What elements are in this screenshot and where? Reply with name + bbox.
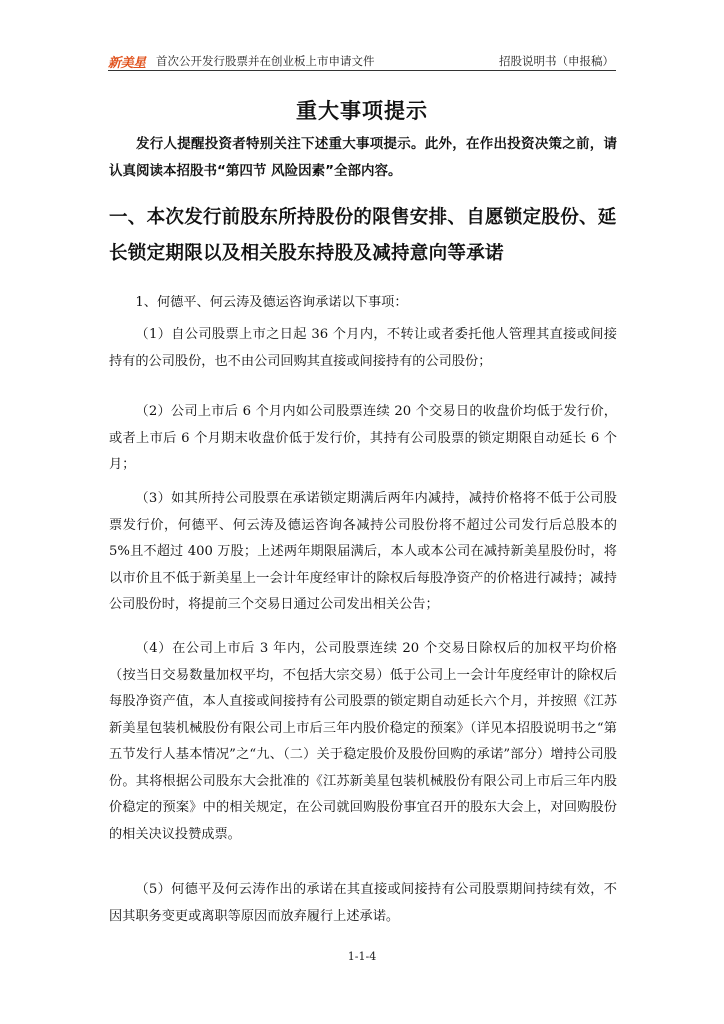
commitment-item-4: （4）在公司上市后 3 年内，公司股票连续 20 个交易日除权后的加权平均价格（按当日交易数量加权平均，不包括大宗交易）低于公司上一会计年度经审计的除权后每股净资产值，本人直接或间接持有公司股票的锁定期自动延长六个月，并按照《江苏新美星包装机械股份有限公司上市后三年内股价稳定的预案》（详见本招股说明书之“第五节发行人基本情况”之“九、（二）关于稳定股价及股份回购的承诺”部分）增持公司股份。其将根据公司股东大会批准的《江苏新美星包装机械股份有限公司上市后三年内股价稳定的预案》中的相关规定，在公司就回购股份事宜召开的股东大会上，对回购股份的相关决议投赞成票。 (109, 641, 617, 842)
page-title: 重大事项提示 (296, 99, 428, 123)
commitment-item-2: （2）公司上市后 6 个月内如公司股票连续 20 个交易日的收盘价均低于发行价，或者上市后 6 个月期末收盘价低于发行价，其持有公司股票的锁定期限自动延长 6 个月； (109, 404, 617, 472)
header-doc-type: 招股说明书（申报稿） (499, 54, 614, 68)
commitment-item-3: （3）如其所持公司股票在承诺锁定期满后两年内减持，减持价格将不低于公司股票发行价，何德平、何云涛及德运咨询各减持公司股份将不超过公司发行后总股本的 5%且不超过 400 万股；上述两年期限届满后，本人或本公司在减持新美星股份时，将以市价且不低于新美星上一会计年度经审计的除权后每股净资产的价格进行减持；减持公司股份时，将提前三个交易日通过公司发出相关公告； (109, 491, 617, 612)
commitment-intro: 1、何德平、何云涛及德运咨询承诺以下事项： (135, 295, 408, 310)
brand-logo: 新美星 (108, 56, 146, 71)
commitment-item-1: （1）自公司股票上市之日起 36 个月内，不转让或者委托他人管理其直接或间接持有的公司股份，也不由公司回购其直接或间接持有的公司股份； (109, 327, 617, 369)
commitment-item-5: （5）何德平及何云涛作出的承诺在其直接或间接持有公司股票期间持续有效，不因其职务变更或离职等原因而放弃履行上述承诺。 (109, 882, 617, 924)
page-number: 1-1-4 (347, 950, 377, 963)
section-heading: 一、本次发行前股东所持股份的限售安排、自愿锁定股份、延长锁定期限以及相关股东持股及减持意向等承诺 (109, 207, 617, 264)
header-title: 首次公开发行股票并在创业板上市申请文件 (156, 54, 375, 68)
notice-paragraph: 发行人提醒投资者特别关注下述重大事项提示。此外，在作出投资决策之前，请认真阅读本招股书“第四节 风险因素”全部内容。 (109, 136, 617, 179)
page-header (108, 50, 616, 71)
